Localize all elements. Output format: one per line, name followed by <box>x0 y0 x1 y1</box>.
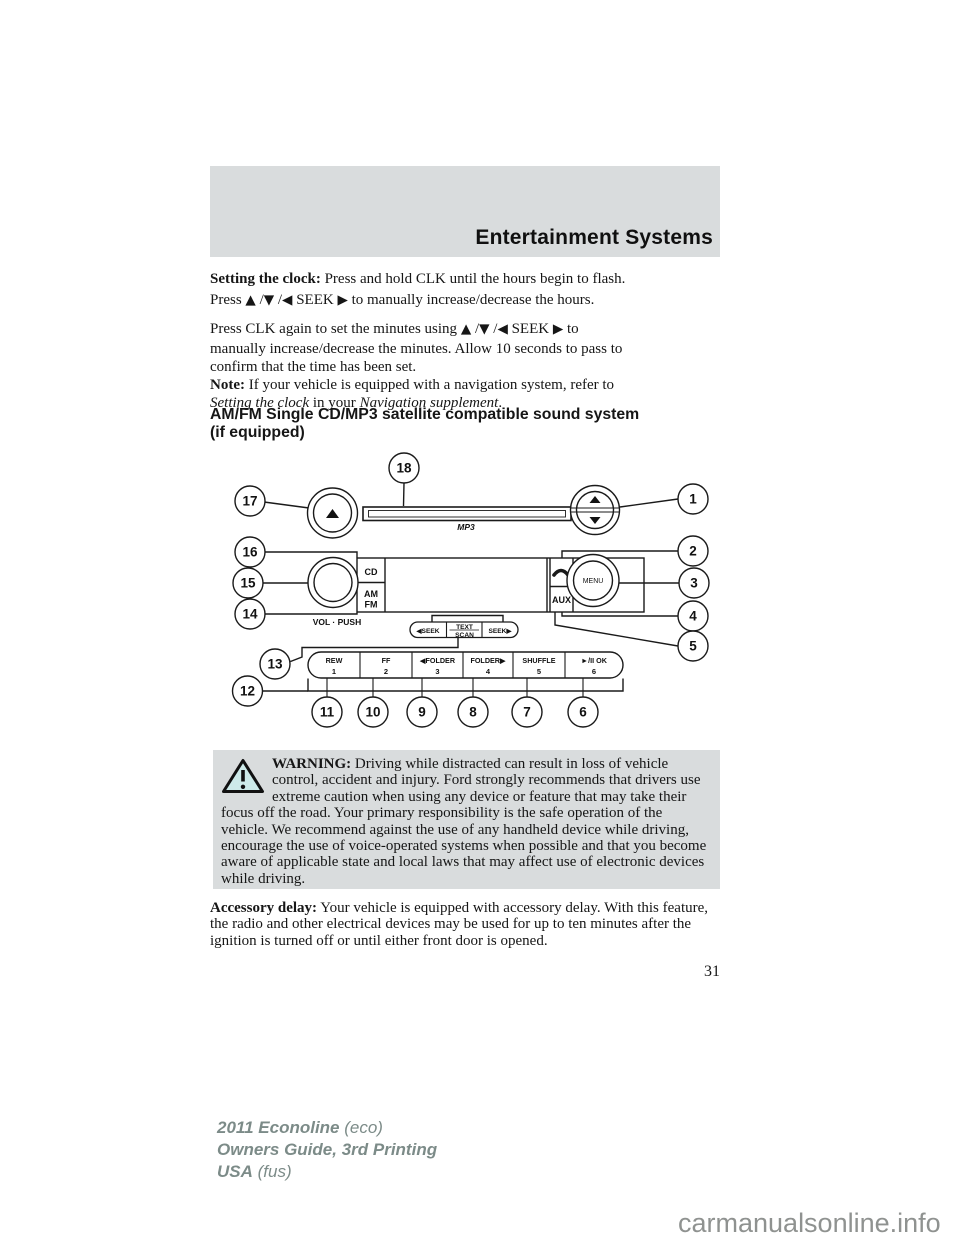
callout-1-number: 1 <box>689 491 697 507</box>
paragraph-setting-clock <box>210 271 726 312</box>
left-arrow-glyph: ◀ <box>497 321 508 337</box>
folder-left-num: 3 <box>435 667 440 676</box>
callout-10-number: 10 <box>365 704 381 720</box>
watermark: carmanualsonline.info <box>678 1208 941 1238</box>
left-arrow-glyph: ◀ <box>282 291 293 308</box>
seek-bracket <box>432 616 503 622</box>
text-label: TEXT <box>456 623 473 631</box>
play-pause-ok-label: ►/II OK <box>581 656 607 665</box>
shuffle-label: SHUFFLE <box>522 656 556 665</box>
bold-run: Note: <box>210 377 245 393</box>
callout-9-number: 9 <box>418 704 426 720</box>
text-run: / <box>489 321 498 337</box>
callout-4-number: 4 <box>689 608 697 624</box>
footer-model: 2011 Econoline <box>217 1118 340 1137</box>
footer-line1 <box>217 1117 437 1139</box>
callout-4-line <box>562 613 678 617</box>
text-run: confirm that the time has been set. <box>210 358 417 375</box>
text-run: manually increase/decrease the minutes. Allow 10 seconds to pass to <box>210 341 623 357</box>
volume-label: VOL · PUSH <box>312 617 362 627</box>
text-line <box>210 377 726 395</box>
tune-button <box>571 486 620 535</box>
text-run: Press <box>210 291 246 308</box>
folder-right-num: 4 <box>485 667 491 676</box>
callout-12-number: 12 <box>239 683 256 699</box>
bold-run: Accessory delay: <box>210 900 318 916</box>
down-arrow-glyph: ▼ <box>479 321 490 337</box>
ff-label: FF <box>381 656 391 665</box>
header-band <box>210 166 720 257</box>
folder-right-label: FOLDER▶ <box>470 656 506 665</box>
callout-11-number: 11 <box>319 704 335 720</box>
right-arrow-glyph: ▶ <box>337 291 348 308</box>
cd-label: CD <box>364 567 378 577</box>
text-line <box>210 359 726 377</box>
play-pause-ok-num: 6 <box>591 667 597 676</box>
callout-17-line <box>264 502 309 508</box>
volume-knob <box>308 558 358 608</box>
text-run: . <box>498 394 503 411</box>
down-arrow-glyph: ▼ <box>263 291 275 308</box>
callout-1-line <box>620 499 678 507</box>
section-heading <box>210 406 726 441</box>
callout-14-line <box>265 613 358 615</box>
text-run: SEEK <box>507 321 553 337</box>
text-run: Press and hold CLK until the hours begin to flash. <box>320 271 626 287</box>
menu-label: MENU <box>582 578 604 585</box>
radio-diagram <box>210 445 720 737</box>
text-line <box>210 341 726 359</box>
italic-run: Navigation supplement <box>359 394 499 411</box>
up-arrow-glyph: ▲ <box>245 291 256 308</box>
page-number: 31 <box>704 963 720 980</box>
shuffle-num: 5 <box>536 667 542 676</box>
callout-14-number: 14 <box>242 606 258 622</box>
footer-guide: Owners Guide, 3rd Printing <box>217 1140 438 1159</box>
italic-run: Setting the clock <box>210 394 310 411</box>
text-run: / <box>274 291 283 308</box>
callout-13-number: 13 <box>267 656 283 672</box>
text-run: Your vehicle is equipped with accessory delay. With this feature, the radio and other electrical devices may be used for up to ten minutes after the ignition is turned off or until either front door is opened. <box>210 900 709 949</box>
callout-8-number: 8 <box>469 704 477 720</box>
section-heading-line1: AM/FM Single CD/MP3 satellite compatible sound system <box>210 406 640 423</box>
callout-2-line <box>562 551 678 558</box>
callout-15-number: 15 <box>240 575 256 591</box>
text-run: / <box>471 321 480 337</box>
text-run: SEEK <box>292 291 338 308</box>
text-run: to manually increase/decrease the hours. <box>347 291 595 308</box>
phone-icon <box>554 571 568 576</box>
callout-18-number: 18 <box>396 460 412 476</box>
footer-line3 <box>217 1161 437 1183</box>
callout-6-number: 6 <box>579 704 587 720</box>
footer-model-code: (eco) <box>339 1118 383 1137</box>
callout-stub-lines <box>327 678 583 697</box>
warning-icon <box>221 757 265 795</box>
seek-left-label: ◀SEEK <box>416 628 440 635</box>
callout-17-number: 17 <box>242 493 258 509</box>
warning-bold-run: WARNING: <box>272 756 352 772</box>
text-run: to <box>563 321 579 337</box>
cd-slot <box>363 507 571 521</box>
callout-2-number: 2 <box>689 543 697 559</box>
text-run: / <box>255 291 264 308</box>
right-arrow-glyph: ▶ <box>552 321 564 337</box>
callout-18-line <box>404 483 405 506</box>
preset-button-row <box>308 652 623 678</box>
warning-box <box>213 750 720 889</box>
paragraph-accessory-delay <box>210 900 726 949</box>
seek-right-label: SEEK▶ <box>488 628 512 635</box>
ff-num: 2 <box>383 667 389 676</box>
paragraph-set-minutes <box>210 318 726 376</box>
rew-num: 1 <box>331 667 337 676</box>
fm-label: FM <box>364 599 378 610</box>
bold-run: Setting the clock: <box>210 271 321 287</box>
footer-region-code: (fus) <box>252 1162 292 1181</box>
preset-row-bracket <box>308 679 623 692</box>
text-line <box>210 271 726 289</box>
text-run: in your <box>309 394 360 411</box>
text-line-symbols <box>210 318 726 341</box>
footer-region: USA <box>217 1162 253 1181</box>
callout-7-number: 7 <box>523 704 531 720</box>
section-heading-line2: (if equipped) <box>210 423 305 441</box>
callout-16-number: 16 <box>242 544 258 560</box>
aux-label: AUX <box>551 595 572 605</box>
footer-line2 <box>217 1139 437 1161</box>
warning-text-run: Driving while distracted can result in loss of vehicle control, accident and injury. Ford strongly recommends that drivers use extreme caution when using any device or feature that may take their focus off the road. Your primary responsibility is the safe operation of the vehicle. We recommend against the use of any handheld device while driving, encourage the use of voice-operated systems when possible and that you become aware of applicable state and local laws that may affect use of electronic devices while driving. <box>221 756 707 887</box>
text-run: If your vehicle is equipped with a navigation system, refer to <box>244 377 615 393</box>
am-label: AM <box>364 589 378 599</box>
folder-left-label: ◀FOLDER <box>419 656 456 665</box>
rew-label: REW <box>325 656 343 665</box>
callout-5-number: 5 <box>689 638 697 654</box>
up-arrow-glyph: ▲ <box>460 321 472 337</box>
callout-16-line <box>265 552 358 558</box>
mp3-label: MP3 <box>457 522 475 532</box>
page-title: Entertainment Systems <box>475 226 713 249</box>
text-run: Press CLK again to set the minutes using <box>210 321 461 337</box>
footer <box>217 1117 437 1183</box>
scan-label: SCAN <box>455 632 474 639</box>
text-line-symbols <box>210 289 726 312</box>
callout-5-line <box>555 613 678 647</box>
callout-3-number: 3 <box>690 575 698 591</box>
